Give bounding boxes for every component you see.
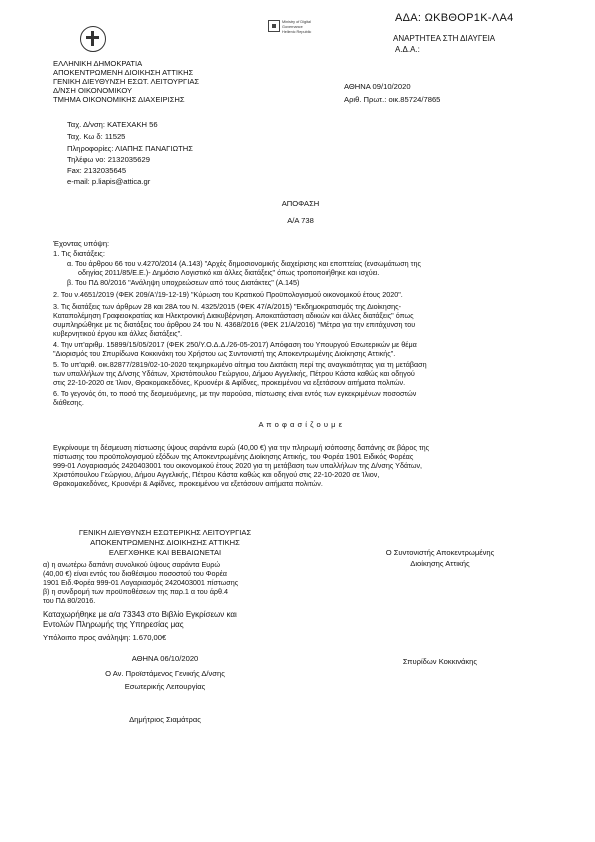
contact-address: Ταχ. Δ/νση: ΚΑΤΕΧΑΚΗ 56: [67, 120, 158, 129]
decide-line-3: 999-01 Λογαριασμός 2420403001 του οικονομικού έτους 2020 για τη μετάβαση των υπαλλήλων της Δ/νσης Υδάτων,: [53, 461, 423, 470]
posted-ada-label: Α.Δ.Α.:: [395, 45, 420, 54]
ministry-name-3: Hellenic Republic: [282, 30, 312, 34]
cert-remaining: Υπόλοιπο προς ανάληψη: 1.670,00€: [43, 633, 167, 642]
cert-heading-1: ΓΕΝΙΚΗ ΔΙΕΥΘΥΝΣΗ ΕΣΩΤΕΡΙΚΗΣ ΛΕΙΤΟΥΡΓΙΑΣ: [78, 528, 252, 537]
document-date: ΑΘΗΝΑ 09/10/2020: [344, 82, 411, 91]
issuer-line-4: Δ/ΝΣΗ ΟΙΚΟΝΟΜΙΚΟΥ: [53, 86, 133, 95]
cert-heading-2: ΑΠΟΚΕΝΤΡΩΜΕΝΗΣ ΔΙΟΙΚΗΣΗΣ ΑΤΤΙΚΗΣ: [90, 538, 240, 547]
body-item-2: 2. Του ν.4651/2019 (ΦΕΚ 209/Α'/19-12-19) "Κύρωση του Κρατικού Προϋπολογισμού οικονομικού έτους 2020".: [53, 290, 403, 299]
signature-name: Σπυρίδων Κοκκινάκης: [402, 657, 478, 666]
decision-title: ΑΠΟΦΑΣΗ: [281, 199, 320, 208]
cert-register-1: Καταχωρήθηκε με α/α 73343 στο Βιβλίο Εγκρίσεων και: [43, 610, 237, 619]
decide-line-2: πίστωσης του προϋπολογισμού εξόδων της Αποκεντρωμένης Διοίκησης Αττικής, του Φορέα 1901 Ειδικός Φορέας: [53, 452, 414, 461]
body-item-4-line-1: 4. Την υπ'αριθμ. 15899/15/05/2017 (ΦΕΚ 250/Υ.Ο.Δ.Δ./26-05-2017) Απόφαση του Υπουργού Εσωτερικών με θέμα: [53, 340, 417, 349]
contact-person: Πληροφορίες: ΛΙΑΠΗΣ ΠΑΝΑΓΙΩΤΗΣ: [67, 144, 193, 153]
body-item-5-line-3: στις 22-10-2020 σε Ίλιον, Θρακομακεδόνες, Κρυονέρι & Αφίδνες, προκειμένου να εξετάσουν αιτήματα πολιτών.: [53, 378, 406, 387]
body-item-5-line-1: 5. Το υπ'αριθ. οικ.82877/2819/02-10-2020 τεκμηριωμένο αίτημα του Διατάκτη περί της αναγκαιότητας για τη μετάβαση: [53, 360, 427, 369]
cert-text-1: α) η ανωτέρω δαπάνη συνολικού ύψους σαράντα Ευρώ: [43, 560, 220, 569]
cert-text-4: β) η συνδρομή των προϋποθέσεων της παρ.1 α του άρθ.4: [43, 587, 228, 596]
cert-text-3: 1901 Ειδ.Φορέα 999-01 Λογαριασμός 2420403001 πίστωσης: [43, 578, 239, 587]
signature-role-1: Ο Συντονιστής Αποκεντρωμένης: [385, 548, 495, 557]
contact-postcode: Ταχ. Κω δ: 11525: [67, 132, 126, 141]
cert-text-2: (40,00 €) είναι εντός του διαθέσιμου ποσοστού του Φορέα: [43, 569, 227, 578]
ministry-name-2: Governance: [282, 25, 303, 29]
body-item-3-line-1: 3. Τις διατάξεις των άρθρων 28 και 28Α του Ν. 4325/2015 (ΦΕΚ 47/Α/2015) "Εκδημοκρατισμός της Διοίκησης-: [53, 302, 402, 311]
body-item-1a-line-2: οδηγίας 2011/85/Ε.Ε.)- Δημόσιο Λογιστικό και άλλες διατάξεις" όπως τροποποιήθηκε και ισχύει.: [78, 268, 380, 277]
body-item-3-line-3: συμπληρώθηκε με τις διατάξεις του άρθρου 24 του Ν. 4368/2016 (ΦΕΚ 21/Α/2016) "Μέτρα για την επιτάχυνση του: [53, 320, 416, 329]
decide-line-1: Εγκρίνουμε τη δέσμευση πίστωσης ύψους σαράντα ευρώ (40,00 €) για την πληρωμή ισόποσης δαπάνης σε βάρος της: [53, 443, 430, 452]
body-item-3-line-2: Καταπολέμηση Γραφειοκρατίας και Ηλεκτρονική Διακυβέρνηση. Αποκατάσταση αδικιών και άλλες διατάξεις" όπως: [53, 311, 414, 320]
body-item-1b: β. Του ΠΔ 80/2016 "Ανάληψη υποχρεώσεων από τους Διατάκτες" (Α.145): [67, 278, 300, 287]
ministry-name-1: Ministry of Digital: [282, 20, 311, 24]
body-item-6-line-2: διάθεσης.: [53, 398, 84, 407]
decide-line-5: Θρακομακεδόνες, Κρυονέρι & Αφίδνες, προκειμένου να εξετάσουν αιτήματα πολιτών.: [53, 479, 323, 488]
decide-heading: Α π ο φ α σ ί ζ ο υ μ ε: [258, 420, 343, 429]
cert-date: ΑΘΗΝΑ 06/10/2020: [131, 654, 199, 663]
body-item-3-line-4: κυβερνητικού έργου και άλλες διατάξεις".: [53, 329, 183, 338]
contact-phone: Τηλέφω νο: 2132035629: [67, 155, 150, 164]
decide-line-4: Χριστόπουλου Γεώργιου, Δήμου Αγγελικής, Πέτρου Κάστα καθώς και οδηγού στις 22-10-2020 σε Ίλιον,: [53, 470, 380, 479]
issuer-line-2: ΑΠΟΚΕΝΤΡΩΜΕΝΗ ΔΙΟΙΚΗΣΗ ΑΤΤΙΚΗΣ: [53, 68, 194, 77]
contact-fax: Fax: 2132035645: [67, 166, 127, 175]
cert-role-1: Ο Αν. Προϊστάμενος Γενικής Δ/νσης: [105, 669, 225, 678]
ministry-logo-icon: [268, 20, 280, 32]
issuer-line-1: ΕΛΛΗΝΙΚΗ ΔΗΜΟΚΡΑΤΙΑ: [53, 59, 143, 68]
greek-emblem-icon: [80, 26, 106, 52]
body-item-6-line-1: 6. Το γεγονός ότι, το ποσό της δεσμευόμενης, με την παρούσα, πίστωσης είναι εντός των εγκεκριμένων ποσοστών: [53, 389, 417, 398]
protocol-number: Αριθ. Πρωτ.: οικ.85724/7865: [344, 95, 441, 104]
posted-heading: ΑΝΑΡΤΗΤΕΑ ΣΤΗ ΔΙΑΥΓΕΙΑ: [393, 34, 496, 43]
contact-email[interactable]: e-mail: p.liapis@attica.gr: [67, 177, 151, 186]
body-item-5-line-2: των υπαλλήλων της Δ/νσης Υδάτων, Χριστόπουλου Γεώργιου, Δήμου Αγγελικής, Πέτρου Κάστα καθώς και οδηγού: [53, 369, 415, 378]
cert-heading-3: ΕΛΕΓΧΘΗΚΕ ΚΑΙ ΒΕΒΑΙΩΝΕΤΑΙ: [108, 548, 222, 557]
ada-code: ΑΔΑ: ΩΚΒΘΟΡ1Κ-ΛΑ4: [395, 12, 514, 24]
cert-text-5: του ΠΔ 80/2016.: [43, 596, 96, 605]
body-item-1: 1. Τις διατάξεις:: [53, 249, 105, 258]
decision-number: Α/Α 738: [287, 216, 314, 225]
issuer-line-3: ΓΕΝΙΚΗ ΔΙΕΥΘΥΝΣΗ ΕΣΩΤ. ΛΕΙΤΟΥΡΓΙΑΣ: [53, 77, 200, 86]
cert-role-2: Εσωτερικής Λειτουργίας: [124, 682, 206, 691]
cert-signatory-name: Δημήτριος Σιαμάτρας: [129, 715, 201, 724]
issuer-line-5: ΤΜΗΜΑ ΟΙΚΟΝΟΜΙΚΗΣ ΔΙΑΧΕΙΡΙΣΗΣ: [53, 95, 185, 104]
body-item-4-line-2: "Διορισμός του Σπυρίδωνα Κοκκινάκη του Χρήστου ως Συντονιστή της Αποκεντρωμένης Διοίκησης Αττικής".: [53, 349, 396, 358]
body-intro: Έχοντας υπόψη:: [53, 239, 110, 248]
cert-register-2: Εντολών Πληρωμής της Υπηρεσίας μας: [43, 620, 184, 629]
body-item-1a-line-1: α. Του άρθρου 66 του ν.4270/2014 (Α.143) "Αρχές δημοσιονομικής διαχείρισης και εποπτείας (ενσωμάτωση της: [67, 259, 421, 268]
signature-role-2: Διοίκησης Αττικής: [410, 559, 470, 568]
